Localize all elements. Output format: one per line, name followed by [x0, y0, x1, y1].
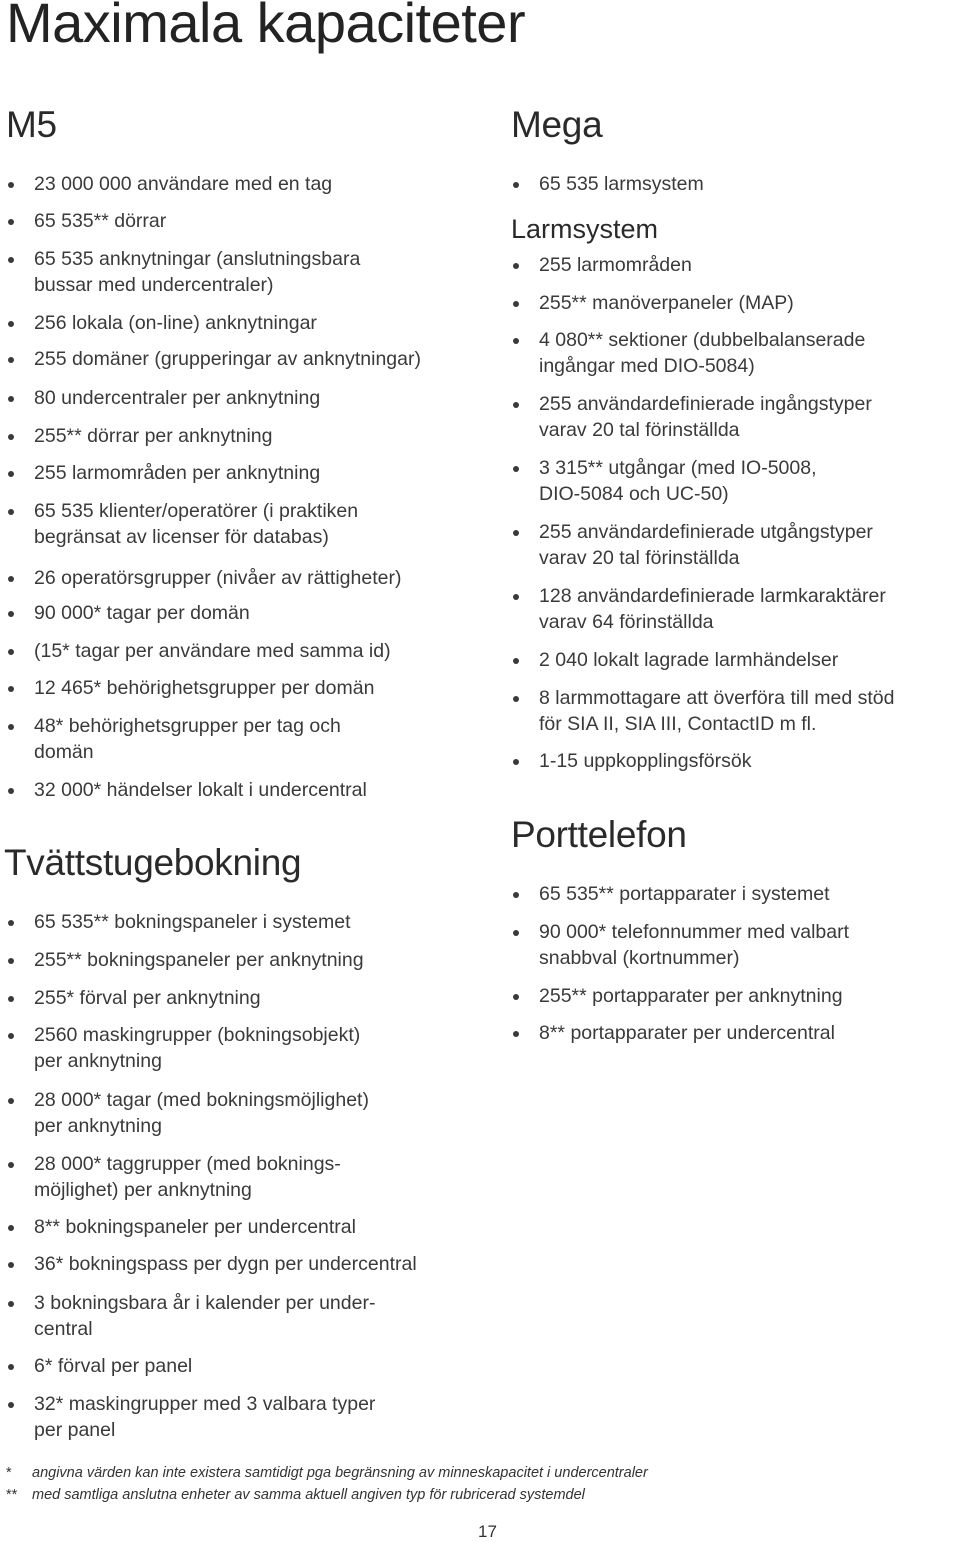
list-item-text: 255 larmområden	[539, 254, 692, 276]
heading-larmsystem: Larmsystem	[511, 214, 659, 244]
list-item-text: varav 20 tal förinställda	[539, 419, 740, 441]
bullet-dot-icon	[8, 958, 14, 964]
list-item	[8, 1151, 341, 1203]
list-item	[8, 675, 374, 701]
bullet-dot-icon	[8, 996, 14, 1002]
bullet-dot-icon	[8, 576, 14, 582]
list-item	[8, 1353, 192, 1379]
list-item-text: 255** bokningspaneler per anknytning	[34, 949, 364, 971]
bullet-dot-icon	[8, 1225, 14, 1231]
footnote-text: angivna värden kan inte existera samtidigt pga begränsning av minneskapacitet i undercentraler	[32, 1465, 648, 1481]
list-item-text: 255 användardefinierade ingångstyper	[539, 393, 872, 415]
bullet-dot-icon	[513, 930, 519, 936]
list-item	[513, 919, 849, 971]
bullet-dot-icon	[8, 1364, 14, 1370]
list-item	[513, 391, 872, 443]
list-item	[8, 460, 320, 486]
footnote-text: med samtliga anslutna enheter av samma aktuell angiven typ för rubricerad systemdel	[32, 1487, 585, 1503]
list-item-text: 255** dörrar per anknytning	[34, 425, 273, 447]
list-item-text: domän	[34, 741, 94, 763]
list-item-text: 32 000* händelser lokalt i undercentral	[34, 779, 367, 801]
list-item	[513, 290, 794, 316]
bullet-dot-icon	[8, 1262, 14, 1268]
list-item	[513, 519, 873, 571]
list-item-text: 8** portapparater per undercentral	[539, 1022, 835, 1044]
list-item-text: 36* bokningspass per dygn per undercentral	[34, 1253, 417, 1275]
list-item-text: 6* förval per panel	[34, 1355, 193, 1377]
list-item-text: 8 larmmottagare att överföra till med stöd	[539, 687, 895, 709]
list-item-text: (15* tagar per användare med samma id)	[34, 640, 391, 662]
list-item	[513, 983, 843, 1009]
list-item-text: för SIA II, SIA III, ContactID m fl.	[539, 713, 817, 735]
bullet-dot-icon	[8, 1301, 14, 1307]
bullet-dot-icon	[8, 321, 14, 327]
list-item	[8, 1087, 369, 1139]
list-item	[8, 208, 166, 234]
bullet-dot-icon	[8, 686, 14, 692]
bullet-dot-icon	[8, 788, 14, 794]
list-item	[513, 252, 692, 278]
list-item-text: 255 domäner (grupperingar av anknytningar)	[34, 348, 421, 370]
list-item-text: varav 20 tal förinställda	[539, 547, 740, 569]
list-item	[8, 346, 421, 372]
bullet-dot-icon	[513, 1031, 519, 1037]
bullet-dot-icon	[513, 338, 519, 344]
list-item-text: 90 000* telefonnummer med valbart	[539, 921, 850, 943]
list-item	[8, 985, 261, 1011]
list-item-text: möjlighet) per anknytning	[34, 1179, 252, 1201]
list-item	[513, 455, 817, 507]
list-item-text: 1-15 uppkopplingsförsök	[539, 750, 752, 772]
bullet-dot-icon	[513, 301, 519, 307]
heading-tvattstugebokning: Tvättstugebokning	[4, 842, 302, 883]
bullet-dot-icon	[8, 920, 14, 926]
list-item	[8, 909, 351, 935]
bullet-dot-icon	[513, 182, 519, 188]
footnote-double-star	[6, 1487, 585, 1503]
list-item	[8, 171, 332, 197]
list-item-text: 128 användardefinierade larmkaraktärer	[539, 585, 886, 607]
list-item-text: 255** portapparater per anknytning	[539, 985, 843, 1007]
list-item-text: snabbval (kortnummer)	[539, 947, 740, 969]
bullet-dot-icon	[513, 466, 519, 472]
heading-m5: M5	[6, 104, 57, 145]
list-item	[8, 713, 341, 765]
list-item-text: per panel	[34, 1419, 116, 1441]
list-item-text: 90 000* tagar per domän	[34, 602, 250, 624]
bullet-dot-icon	[8, 1033, 14, 1039]
list-item	[8, 600, 250, 626]
list-item-text: 65 535** bokningspaneler i systemet	[34, 911, 351, 933]
list-item-text: 65 535 klienter/operatörer (i praktiken	[34, 500, 359, 522]
list-item	[8, 638, 391, 664]
list-item-text: 255 användardefinierade utgångstyper	[539, 521, 873, 543]
list-item-text: 48* behörighetsgrupper per tag och	[34, 715, 341, 737]
list-item-text: 255 larmområden per anknytning	[34, 462, 321, 484]
bullet-dot-icon	[8, 434, 14, 440]
bullet-dot-icon	[513, 892, 519, 898]
list-item-text: 2 040 lokalt lagrade larmhändelser	[539, 649, 839, 671]
list-item	[513, 647, 838, 673]
bullet-dot-icon	[513, 402, 519, 408]
bullet-dot-icon	[8, 509, 14, 515]
bullet-dot-icon	[8, 182, 14, 188]
bullet-dot-icon	[513, 696, 519, 702]
list-item	[513, 327, 865, 379]
list-item-text: central	[34, 1318, 93, 1340]
bullet-dot-icon	[8, 396, 14, 402]
list-item	[8, 385, 320, 411]
bullet-dot-icon	[8, 611, 14, 617]
list-item	[513, 171, 704, 197]
bullet-dot-icon	[8, 724, 14, 730]
list-item	[513, 881, 830, 907]
heading-porttelefon: Porttelefon	[511, 814, 687, 855]
list-item-text: 26 operatörsgrupper (nivåer av rättigheter)	[34, 567, 402, 589]
list-item-text: 65 535 anknytningar (anslutningsbara	[34, 248, 361, 270]
list-item-text: 3 bokningsbara år i kalender per under-	[34, 1292, 376, 1314]
bullet-dot-icon	[8, 1098, 14, 1104]
list-item-text: 12 465* behörighetsgrupper per domän	[34, 677, 375, 699]
bullet-dot-icon	[513, 594, 519, 600]
bullet-dot-icon	[8, 219, 14, 225]
list-item	[8, 1251, 417, 1277]
list-item-text: 65 535** dörrar	[34, 210, 167, 232]
list-item	[513, 583, 886, 635]
list-item-text: 256 lokala (on-line) anknytningar	[34, 312, 317, 334]
list-item-text: 28 000* tagar (med bokningsmöjlighet)	[34, 1089, 369, 1111]
list-item-text: 3 315** utgångar (med IO-5008,	[539, 457, 817, 479]
list-item	[8, 565, 401, 591]
list-item	[8, 1214, 356, 1240]
list-item	[8, 777, 367, 803]
list-item-text: 255* förval per anknytning	[34, 987, 261, 1009]
page-title: Maximala kapaciteter	[6, 0, 526, 54]
heading-mega: Mega	[511, 104, 603, 145]
list-item	[8, 1290, 375, 1342]
bullet-dot-icon	[513, 994, 519, 1000]
list-item-text: 80 undercentraler per anknytning	[34, 387, 321, 409]
bullet-dot-icon	[513, 759, 519, 765]
list-item	[8, 1391, 375, 1443]
list-item	[513, 1020, 835, 1046]
list-item-text: 65 535** portapparater i systemet	[539, 883, 830, 905]
list-item-text: begränsat av licenser för databas)	[34, 526, 329, 548]
list-item	[513, 685, 895, 737]
list-item-text: 2560 maskingrupper (bokningsobjekt)	[34, 1024, 361, 1046]
list-item-text: bussar med undercentraler)	[34, 274, 274, 296]
list-item	[8, 947, 364, 973]
bullet-dot-icon	[513, 263, 519, 269]
list-item	[8, 310, 317, 336]
list-item-text: 32* maskingrupper med 3 valbara typer	[34, 1393, 376, 1415]
bullet-dot-icon	[513, 530, 519, 536]
list-item-text: varav 64 förinställda	[539, 611, 714, 633]
bullet-dot-icon	[8, 471, 14, 477]
footnote-mark: *	[6, 1465, 12, 1481]
list-item-text: 23 000 000 användare med en tag	[34, 173, 333, 195]
bullet-dot-icon	[8, 1162, 14, 1168]
list-item	[8, 498, 358, 550]
list-item-text: per anknytning	[34, 1050, 162, 1072]
list-item-text: 4 080** sektioner (dubbelbalanserade	[539, 329, 866, 351]
bullet-dot-icon	[513, 658, 519, 664]
list-item-text: 65 535 larmsystem	[539, 173, 704, 195]
list-item-text: 8** bokningspaneler per undercentral	[34, 1216, 356, 1238]
page-number: 17	[478, 1522, 497, 1541]
bullet-dot-icon	[8, 357, 14, 363]
bullet-dot-icon	[8, 1402, 14, 1408]
footnote-mark: **	[6, 1487, 18, 1503]
list-item-text: DIO-5084 och UC-50)	[539, 483, 729, 505]
list-item	[8, 246, 360, 298]
list-item-text: per anknytning	[34, 1115, 162, 1137]
list-item-text: 255** manöverpaneler (MAP)	[539, 292, 794, 314]
bullet-dot-icon	[8, 649, 14, 655]
list-item-text: 28 000* taggrupper (med boknings-	[34, 1153, 341, 1175]
list-item	[8, 423, 273, 449]
bullet-dot-icon	[8, 257, 14, 263]
list-item-text: ingångar med DIO-5084)	[539, 355, 755, 377]
list-item	[8, 1022, 360, 1074]
list-item	[513, 748, 751, 774]
footnote-single-star	[6, 1465, 648, 1481]
